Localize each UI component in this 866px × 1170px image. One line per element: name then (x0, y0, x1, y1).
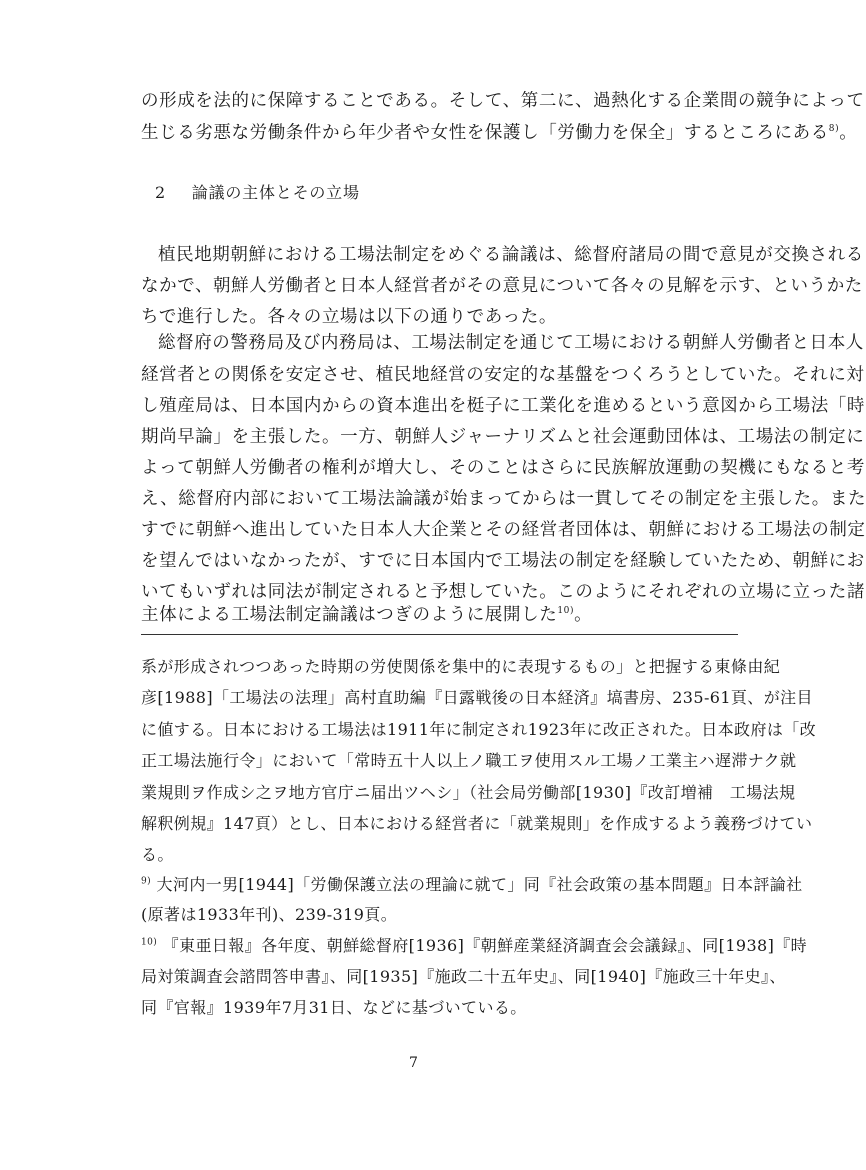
body-text-line: え、総督府内部において工場法論議が始まってからは一貫してその制定を主張した。また (141, 489, 866, 509)
footnote-line: 彦[1988]「工場法の法理」高村直助編『日露戦後の日本経済』塙書房、235-61頁、が注目 (141, 688, 813, 707)
footnote-line: 解釈例規』147頁）とし、日本における経営者に「就業規則」を作成するよう義務づけてい (141, 814, 813, 833)
footnote-ref: 8) (828, 124, 840, 135)
footnote-line: 局対策調査会諮問答申書』、同[1935]『施政二十五年史』、同[1940]『施政三十年史』、 (141, 967, 786, 986)
footnote-line: る。 (141, 845, 174, 864)
body-text-line: 経営者との関係を安定させ、植民地経営の安定的な基盤をつくろうとしていた。それに対 (141, 365, 865, 385)
body-text-line: なかで、朝鮮人労働者と日本人経営者がその意見について各々の見解を示す、というかた (141, 276, 863, 296)
body-text: 生じる劣悪な労働条件から年少者や女性を保護し「労働力を保全」するところにある (141, 123, 829, 143)
footnote-text: 『東亜日報』各年度、朝鮮総督府[1936]『朝鮮産業経済調査会会議録』、同[1938]『時 (162, 936, 808, 955)
footnote-9 (141, 870, 803, 900)
page-number: 7 (409, 1055, 418, 1071)
body-text-line: を望んではいなかったが、すでに日本国内で工場法の制定を経験していたため、朝鮮にお (141, 551, 865, 571)
body-text-line: 期尚早論」を主張した。一方、朝鮮人ジャーナリズムと社会運動団体は、工場法の制定に (141, 427, 865, 447)
body-text: 。 (839, 123, 858, 143)
footnote-separator (141, 634, 738, 635)
body-text-line (141, 600, 741, 630)
footnote-line: 系が形成されつつあった時期の労使関係を集中的に表現するもの」と把握する東條由紀 (141, 657, 781, 676)
footnote-text: 大河内一男[1944]「労働保護立法の理論に就て」同『社会政策の基本問題』日本評論社 (156, 875, 803, 894)
footnote-line: 業規則ヲ作成シ之ヲ地方官庁ニ届出ツヘシ」（社会局労働部[1930]『改訂増補 工場法規 (141, 783, 796, 802)
section-heading (155, 178, 755, 208)
body-text: 主体による工場法制定論議はつぎのように展開した (141, 605, 558, 625)
body-text-line: し殖産局は、日本国内からの資本進出を梃子に工業化を進めるという意図から工場法「時 (141, 396, 865, 416)
footnote-ref: 10) (557, 606, 575, 617)
body-text-line: 植民地期朝鮮における工場法制定をめぐる論議は、総督府諸局の間で意見が交換される (158, 245, 864, 265)
body-text-line (141, 118, 858, 148)
footnote-line: に値する。日本における工場法は1911年に制定され1923年に改正された。日本政府は「改 (141, 720, 817, 739)
footnote-10 (141, 931, 808, 961)
body-text-line: 総督府の警務局及び内務局は、工場法制定を通じて工場における朝鮮人労働者と日本人 (158, 333, 864, 353)
body-text-line: の形成を法的に保障することである。そして、第二に、過熱化する企業間の競争によって (141, 91, 865, 111)
section-title: 論議の主体とその立場 (191, 183, 360, 202)
body-text-line: よって朝鮮人労働者の権利が増大し、そのことはさらに民族解放運動の契機にもなると考 (141, 458, 865, 478)
footnote-mark: 10) (141, 937, 158, 948)
body-text-line: いてもいずれは同法が制定されると予想していた。このようにそれぞれの立場に立った諸 (141, 582, 865, 602)
section-number: 2 (155, 183, 166, 202)
footnote-line: (原著は1933年刊)、239-319頁。 (141, 905, 398, 924)
body-text-line: すでに朝鮮へ進出していた日本人大企業とその経営者団体は、朝鮮における工場法の制定 (141, 520, 866, 540)
footnote-line: 正工場法施行令」において「常時五十人以上ノ職工ヲ使用スル工場ノ工業主ハ遅滞ナク就 (141, 751, 797, 770)
body-text-line: ちで進行した。各々の立場は以下の通りであった。 (141, 307, 557, 327)
footnote-line: 同『官報』1939年7月31日、などに基づいている。 (141, 998, 527, 1017)
body-text: 。 (574, 605, 593, 625)
footnote-mark: 9) (141, 876, 152, 887)
